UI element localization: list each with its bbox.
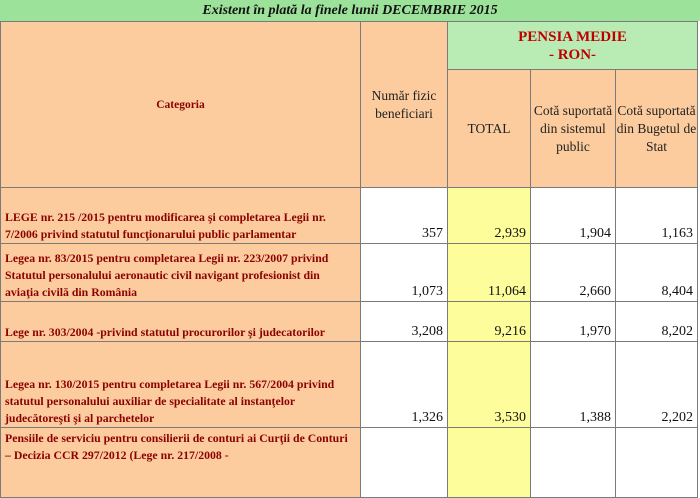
header-cota-public: Cotă suportată din sistemul public <box>531 70 616 188</box>
table-row <box>1 188 698 244</box>
cell-beneficiari <box>361 428 448 498</box>
cell-total: 3,530 <box>448 342 531 428</box>
cell-total: 9,216 <box>448 302 531 342</box>
table-row <box>1 342 698 428</box>
cell-cota-buget: 8,202 <box>616 302 698 342</box>
cell-beneficiari: 357 <box>361 188 448 244</box>
cell-cota-buget: 8,404 <box>616 244 698 302</box>
table-row <box>1 244 698 302</box>
cell-cota-public: 2,660 <box>531 244 616 302</box>
row-category: LEGE nr. 215 /2015 pentru modificarea şi completarea Legii nr. 7/2006 privind statutul funcţionarului public parlamentar <box>1 188 361 244</box>
pensia-medie-unit: - RON- <box>548 46 597 63</box>
cell-cota-buget: 1,163 <box>616 188 698 244</box>
row-category: Legea nr. 130/2015 pentru completarea Legii nr. 567/2004 privind statutul personalului auxiliar de specialitate al instanţelor judecătoreşti şi al parchetelor <box>1 342 361 428</box>
cell-beneficiari: 1,073 <box>361 244 448 302</box>
cell-beneficiari: 3,208 <box>361 302 448 342</box>
cell-beneficiari: 1,326 <box>361 342 448 428</box>
header-pensia-medie <box>448 22 698 70</box>
cell-cota-public: 1,904 <box>531 188 616 244</box>
header-categoria: Categoria <box>1 22 361 188</box>
header-cota-buget: Cotă suportată din Bugetul de Stat <box>616 70 698 188</box>
row-category: Lege nr. 303/2004 -privind statutul procurorilor şi judecatorilor <box>1 302 361 342</box>
cell-total: 2,939 <box>448 188 531 244</box>
cell-cota-buget <box>616 428 698 498</box>
row-category: Pensiile de serviciu pentru consilierii de conturi ai Curţii de Conturi – Decizia CCR 297/2012 (Lege nr. 217/2008 - <box>1 428 361 498</box>
cell-cota-public: 1,970 <box>531 302 616 342</box>
table-title-banner: Existent în plată la finele lunii DECEMBRIE 2015 <box>0 0 700 21</box>
cell-cota-buget: 2,202 <box>616 342 698 428</box>
cell-cota-public <box>531 428 616 498</box>
header-numar-beneficiari: Număr fizic beneficiari <box>361 22 448 188</box>
pension-table <box>0 21 698 498</box>
header-total: TOTAL <box>448 70 531 188</box>
row-category: Legea nr. 83/2015 pentru completarea Legii nr. 223/2007 privind Statutul personalului aeronautic civil navigant profesionist din aviaţia civilă din România <box>1 244 361 302</box>
pensia-medie-title: PENSIA MEDIE <box>518 28 627 45</box>
cell-total <box>448 428 531 498</box>
cell-cota-public: 1,388 <box>531 342 616 428</box>
table-row <box>1 428 698 498</box>
cell-total: 11,064 <box>448 244 531 302</box>
table-row <box>1 302 698 342</box>
